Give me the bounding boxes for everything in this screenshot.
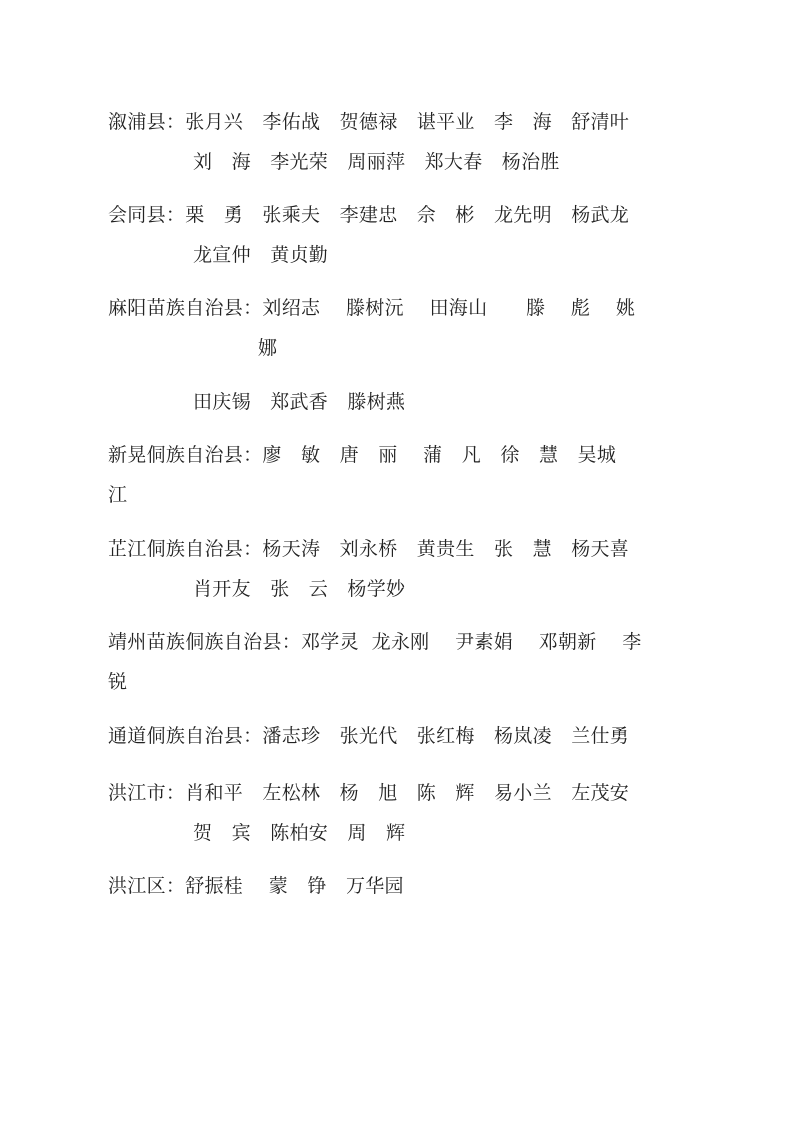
county-line-zhijiang-cont: 肖开友 张 云 杨学妙 bbox=[193, 578, 406, 600]
county-line-jingzhou: 靖州苗族侗族自治县：邓学灵 龙永刚 尹素娟 邓朝新 李 bbox=[108, 631, 642, 653]
county-line-zhijiang: 芷江侗族自治县：杨天涛 刘永桥 黄贵生 张 慧 杨天喜 bbox=[108, 538, 630, 560]
county-line-mayang-cont: 田庆锡 郑武香 滕树燕 bbox=[193, 391, 406, 413]
county-line-hongjiang-city-cont: 贺 宾 陈柏安 周 辉 bbox=[193, 822, 406, 844]
county-line-huitong-cont: 龙宣仲 黄贞勤 bbox=[193, 244, 329, 266]
county-line-tongdao: 通道侗族自治县：潘志珍 张光代 张红梅 杨岚凌 兰仕勇 bbox=[108, 725, 630, 747]
county-line-hongjiang-city: 洪江市：肖和平 左松林 杨 旭 陈 辉 易小兰 左茂安 bbox=[108, 782, 630, 804]
county-line-hongjiang-district: 洪江区：舒振桂 蒙 铮 万华园 bbox=[108, 875, 404, 897]
county-line-xinhuang-wrap: 江 bbox=[108, 484, 128, 506]
county-line-mayang: 麻阳苗族自治县：刘绍志 滕树沅 田海山 滕 彪 姚 bbox=[108, 297, 636, 319]
county-line-xupu: 溆浦县：张月兴 李佑战 贺德禄 谌平业 李 海 舒清叶 bbox=[108, 111, 630, 133]
county-line-xupu-cont: 刘 海 李光荣 周丽萍 郑大春 杨治胜 bbox=[193, 151, 560, 173]
county-line-jingzhou-wrap: 锐 bbox=[108, 671, 128, 693]
county-line-mayang-wrap: 娜 bbox=[258, 337, 278, 359]
county-line-xinhuang: 新晃侗族自治县：廖 敏 唐 丽 蒲 凡 徐 慧 吴城 bbox=[108, 444, 617, 466]
county-line-huitong: 会同县：栗 勇 张乘夫 李建忠 佘 彬 龙先明 杨武龙 bbox=[108, 204, 630, 226]
